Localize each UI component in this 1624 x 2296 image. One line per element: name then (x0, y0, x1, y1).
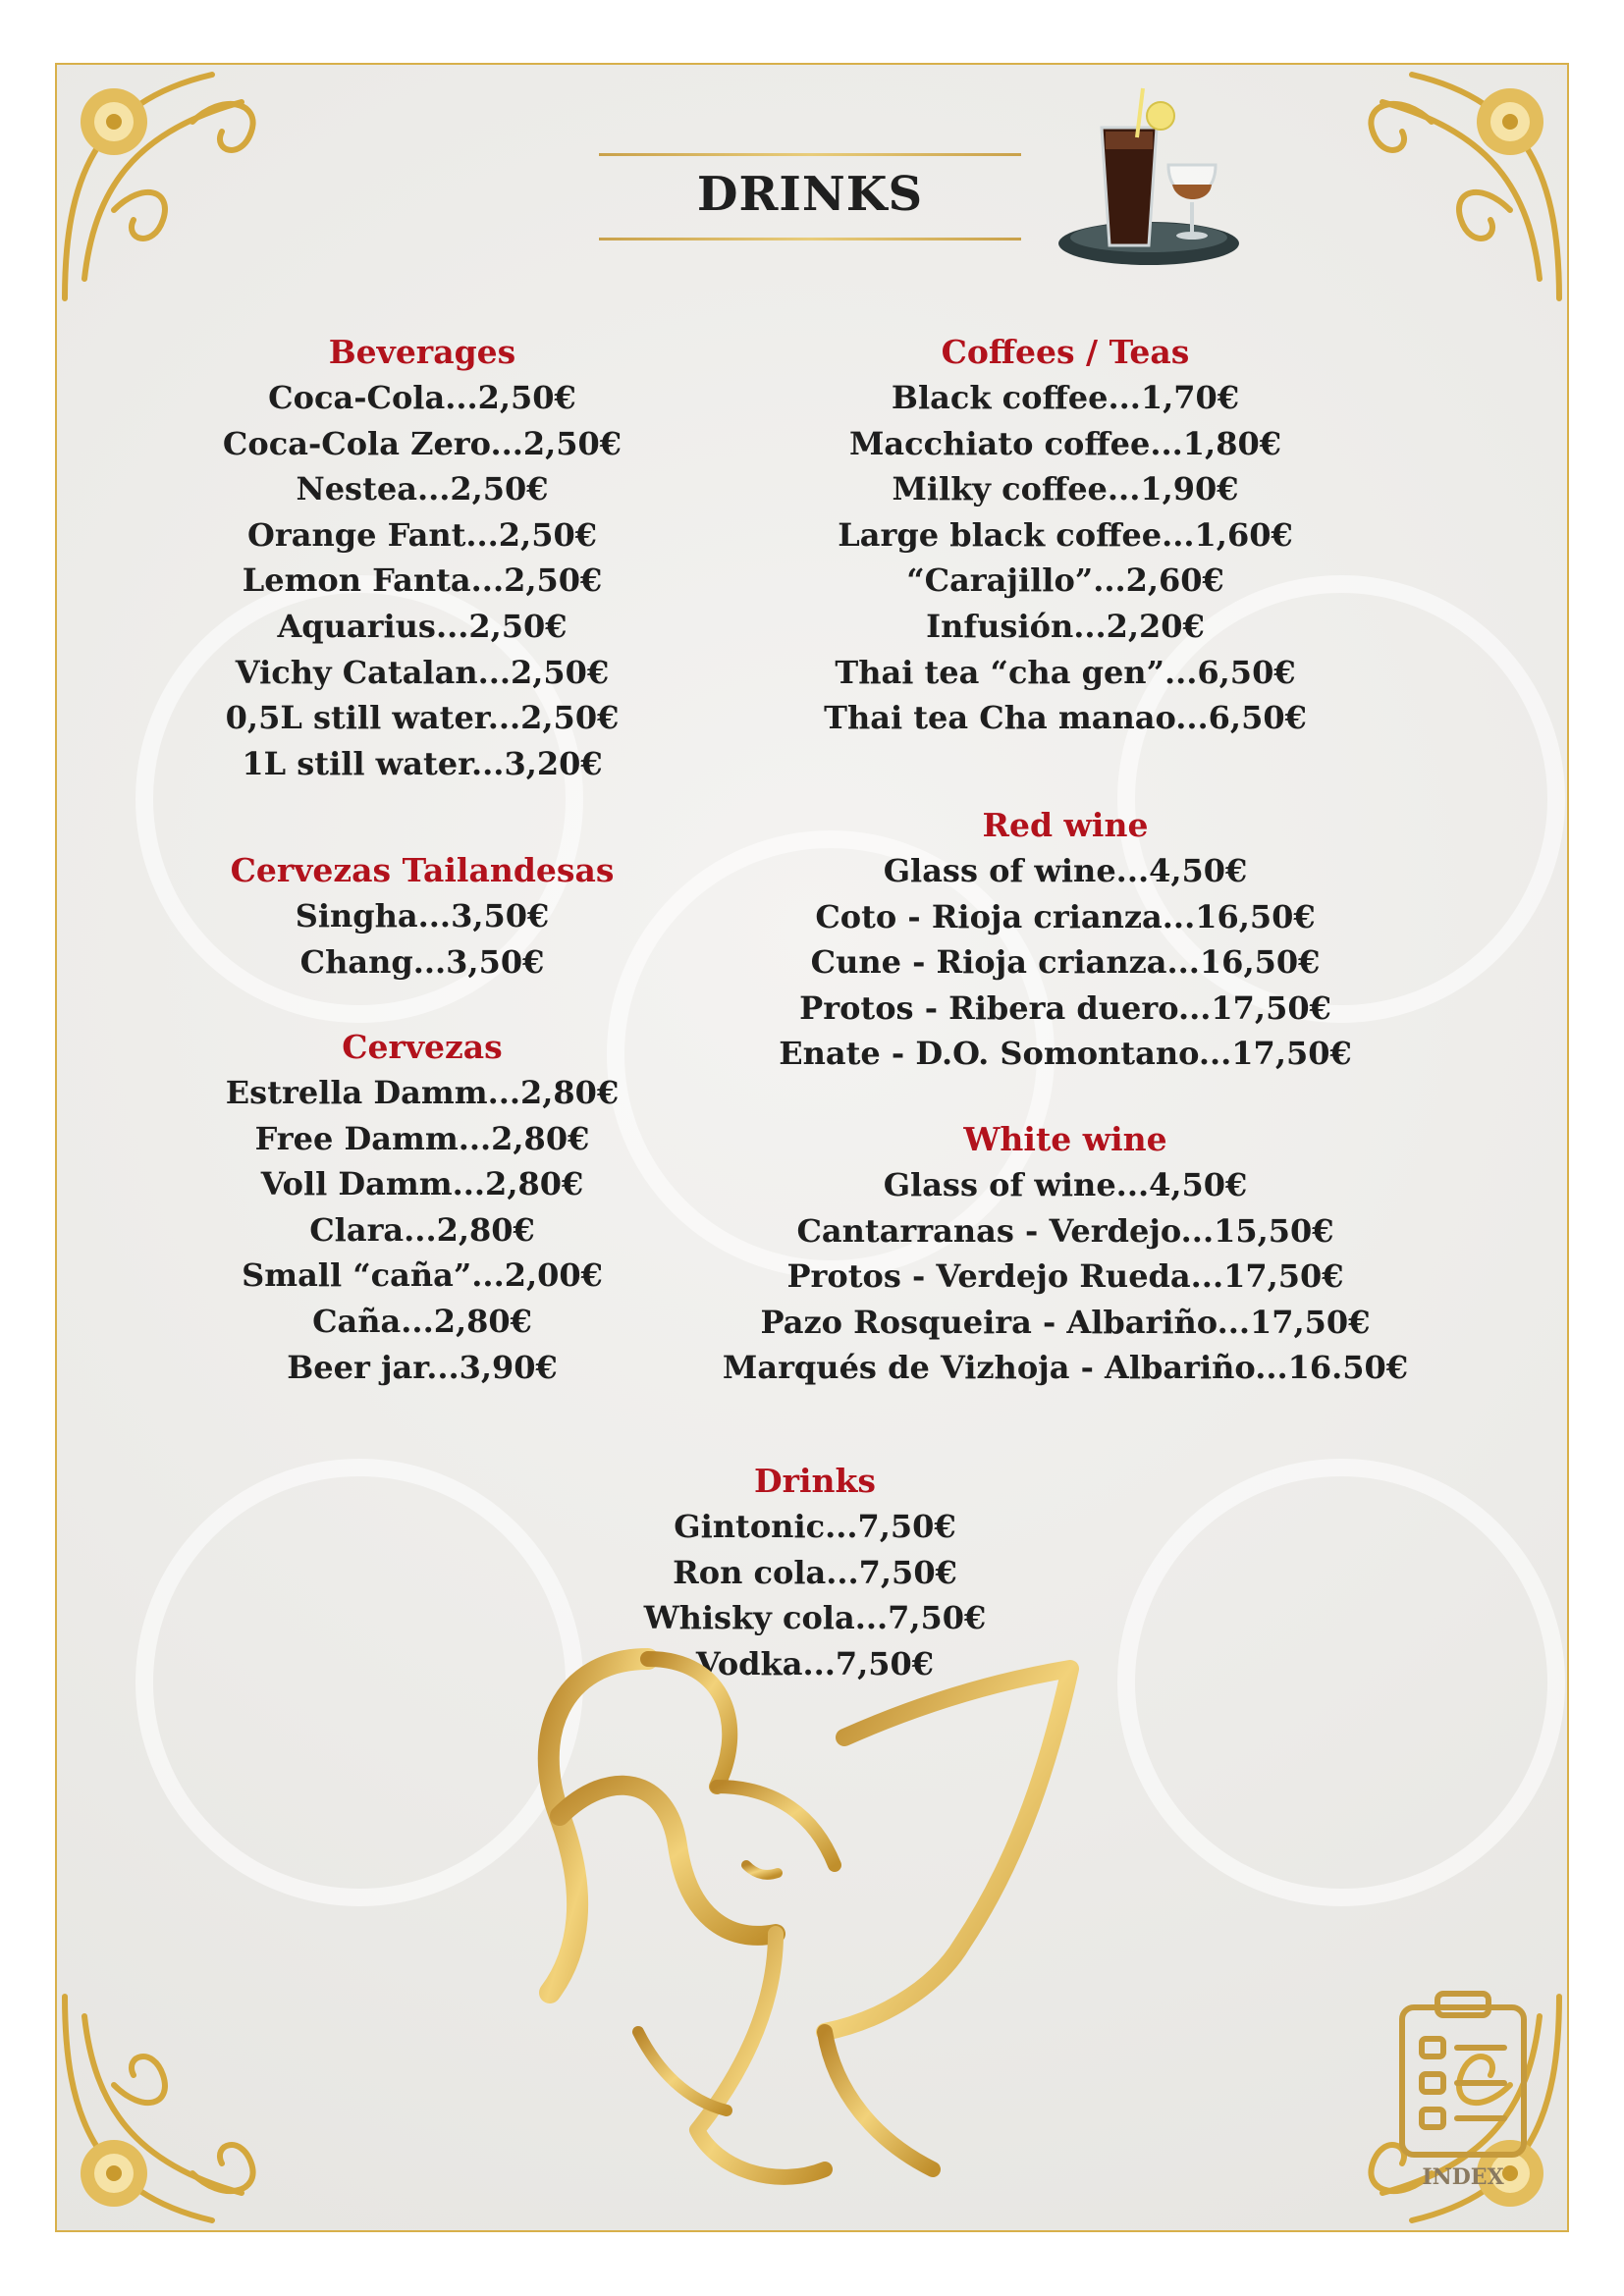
section-red-wine (687, 803, 1443, 1077)
menu-item: Macchiato coffee...1,80€ (849, 424, 1281, 462)
menu-item: Protos - Verdejo Rueda...17,50€ (786, 1257, 1344, 1296)
section-title: Red wine (982, 806, 1149, 844)
section-thai-beers (157, 848, 687, 985)
menu-item: Protos - Ribera duero...17,50€ (799, 988, 1331, 1027)
ornament-corner-top-right (1314, 63, 1569, 318)
menu-item: Large black coffee...1,60€ (838, 515, 1293, 554)
menu-item: Thai tea “cha gen”...6,50€ (835, 653, 1296, 691)
menu-item: Thai tea Cha manao...6,50€ (824, 699, 1307, 737)
section-coffees-teas (687, 330, 1443, 741)
menu-item: Chang...3,50€ (299, 942, 545, 981)
background-mandala (135, 1459, 583, 1906)
menu-item: Black coffee...1,70€ (891, 379, 1240, 416)
ornament-corner-top-left (55, 63, 310, 318)
menu-item: Orange Fant...2,50€ (247, 515, 597, 554)
elephant-icon (520, 1620, 1129, 2258)
menu-item: Estrella Damm...2,80€ (225, 1074, 620, 1111)
section-beverages (157, 330, 687, 786)
background-mandala (1117, 1459, 1565, 1906)
menu-item: Singha...3,50€ (295, 897, 550, 934)
index-label: INDEX (1422, 2164, 1504, 2190)
menu-item: Vodka...7,50€ (695, 1644, 935, 1682)
menu-item: Beer jar...3,90€ (287, 1348, 558, 1386)
menu-item: Nestea...2,50€ (296, 470, 549, 508)
menu-list-icon (1394, 1988, 1532, 2164)
section-white-wine (687, 1117, 1443, 1391)
menu-item: 0,5L still water...2,50€ (225, 699, 620, 737)
title-rule-top (599, 153, 1021, 156)
section-title: Coffees / Teas (941, 333, 1190, 371)
menu-item: Ron cola...7,50€ (673, 1553, 957, 1591)
menu-item: Glass of wine...4,50€ (883, 1166, 1248, 1203)
menu-item: Milky coffee...1,90€ (892, 470, 1239, 508)
menu-item: Infusión...2,20€ (926, 607, 1205, 645)
page-header (599, 147, 1021, 245)
menu-item: Pazo Rosqueira - Albariño...17,50€ (760, 1303, 1371, 1341)
menu-item: Free Damm...2,80€ (254, 1119, 590, 1157)
menu-item: Coto - Rioja crianza...16,50€ (815, 897, 1316, 935)
menu-item: Caña...2,80€ (312, 1302, 532, 1340)
menu-item: Enate - D.O. Somontano...17,50€ (779, 1035, 1352, 1073)
menu-item: Lemon Fanta...2,50€ (242, 561, 603, 600)
title-rule-bottom (599, 238, 1021, 240)
section-title: Cervezas Tailandesas (230, 851, 615, 889)
menu-item: Marqués de Vizhoja - Albariño...16.50€ (722, 1349, 1409, 1387)
section-beers (157, 1025, 687, 1390)
menu-item: Voll Damm...2,80€ (260, 1165, 584, 1203)
section-title: Drinks (754, 1462, 876, 1500)
ornament-corner-bottom-left (55, 1977, 310, 2232)
menu-item: Coca-Cola Zero...2,50€ (222, 424, 623, 462)
drinks-tray-icon (1051, 79, 1247, 275)
index-button[interactable] (1394, 1988, 1532, 2194)
section-title: Beverages (328, 333, 516, 371)
menu-item: Whisky cola...7,50€ (643, 1599, 987, 1637)
menu-item: Aquarius...2,50€ (277, 607, 568, 645)
menu-item: 1L still water...3,20€ (242, 744, 603, 782)
menu-item: Gintonic...7,50€ (674, 1508, 956, 1545)
section-title: Cervezas (342, 1028, 503, 1066)
menu-item: “Carajillo”...2,60€ (906, 561, 1224, 600)
menu-item: Clara...2,80€ (309, 1210, 535, 1249)
menu-item: Cune - Rioja crianza...16,50€ (810, 943, 1321, 982)
menu-item: Cantarranas - Verdejo...15,50€ (796, 1211, 1334, 1250)
section-title: White wine (963, 1120, 1167, 1158)
menu-item: Glass of wine...4,50€ (883, 852, 1248, 889)
menu-item: Coca-Cola...2,50€ (268, 379, 576, 416)
menu-item: Small “caña”...2,00€ (242, 1256, 603, 1295)
page-title: DRINKS (696, 167, 924, 222)
menu-item: Vichy Catalan...2,50€ (235, 653, 610, 691)
